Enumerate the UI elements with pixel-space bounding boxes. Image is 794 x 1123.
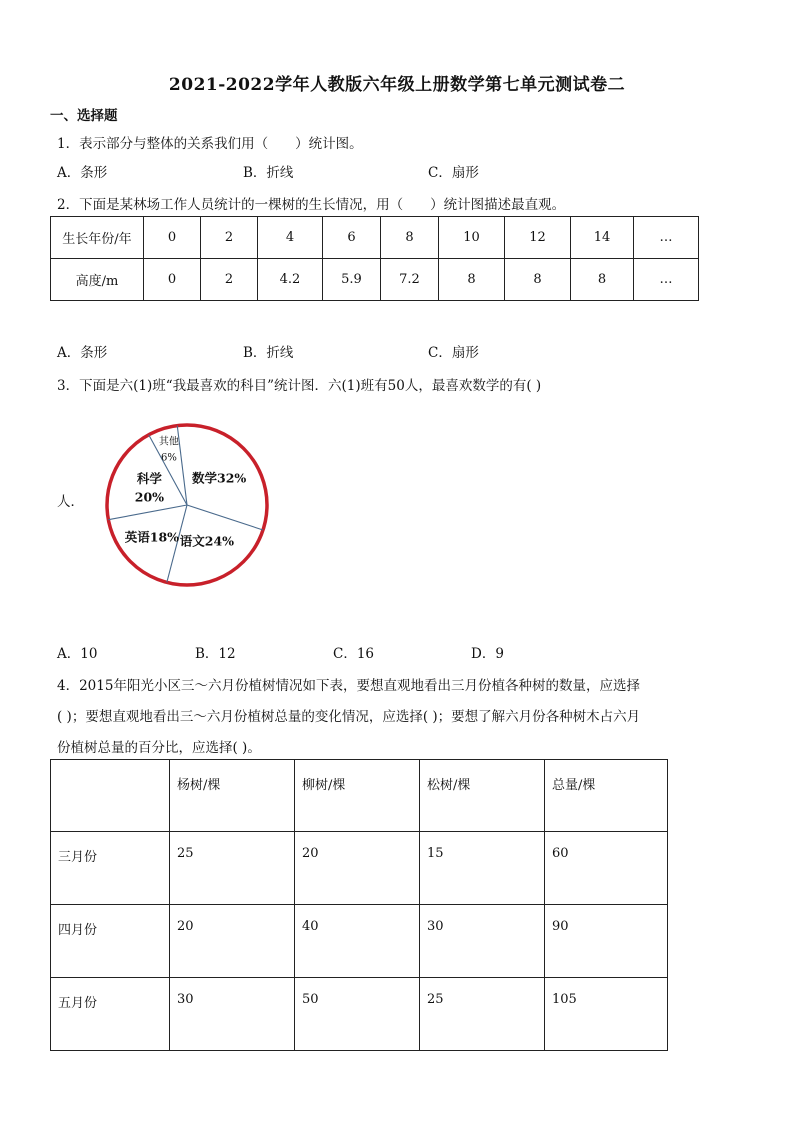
q2-option-a[interactable]: A．条形 xyxy=(57,345,108,361)
table-cell: 14 xyxy=(571,217,634,259)
table-cell: 6 xyxy=(323,217,381,259)
question-3-text: 3．下面是六(1)班“我最喜欢的科目”统计图．六(1)班有50人，最喜欢数学的有( ) xyxy=(57,378,542,394)
table-cell: 20 xyxy=(170,905,295,978)
pie-label-语文: 语文24% xyxy=(179,533,235,549)
table-cell: 8 xyxy=(439,259,505,301)
table-cell: 2 xyxy=(201,217,258,259)
tree-growth-table xyxy=(50,216,699,301)
table-row xyxy=(51,978,668,1051)
pie-label-数学: 数学32% xyxy=(192,470,247,486)
q3-option-c[interactable]: C．16 xyxy=(333,646,375,662)
table-cell: 7.2 xyxy=(381,259,439,301)
question-1-text: 1．表示部分与整体的关系我们用（ ）统计图。 xyxy=(57,136,363,152)
q2-option-b[interactable]: B．折线 xyxy=(243,345,294,361)
table-cell: 生长年份/年 xyxy=(51,217,144,259)
table-cell: 90 xyxy=(545,905,668,978)
table-cell: 20 xyxy=(295,832,420,905)
pie-label-其他: 其他 6% xyxy=(158,436,179,464)
table-cell: 40 xyxy=(295,905,420,978)
question-4-line-3: 份植树总量的百分比，应选择( )。 xyxy=(57,740,261,756)
table-cell: 60 xyxy=(545,832,668,905)
table-cell: 25 xyxy=(420,978,545,1051)
table-row xyxy=(51,905,668,978)
pie-label-英语: 英语18% xyxy=(124,529,180,545)
section-heading: 一、选择题 xyxy=(50,108,118,124)
tree-planting-table xyxy=(50,759,668,1051)
q3-option-b[interactable]: B．12 xyxy=(195,646,236,662)
q1-option-a[interactable]: A．条形 xyxy=(57,165,108,181)
table-cell: 三月份 xyxy=(51,832,170,905)
page-title: 2021-2022学年人教版六年级上册数学第七单元测试卷二 xyxy=(168,75,626,95)
q1-option-c[interactable]: C．扇形 xyxy=(428,165,479,181)
table-cell: 30 xyxy=(420,905,545,978)
pie-label-科学: 科学 20% xyxy=(134,471,165,505)
table-cell: 0 xyxy=(144,259,201,301)
table-cell: 柳树/棵 xyxy=(295,760,420,832)
table-cell xyxy=(51,760,170,832)
pie-svg xyxy=(100,415,285,595)
table-cell: 4 xyxy=(258,217,323,259)
table-cell: 松树/棵 xyxy=(420,760,545,832)
table-cell: 0 xyxy=(144,217,201,259)
question-4-line-1: 4．2015年阳光小区三～六月份植树情况如下表，要想直观地看出三月份植各种树的数量，应选择 xyxy=(57,678,640,694)
table-cell: 8 xyxy=(505,259,571,301)
table-cell: 8 xyxy=(571,259,634,301)
question-3-suffix: 人． xyxy=(57,494,84,510)
table-cell: 50 xyxy=(295,978,420,1051)
table-cell: 2 xyxy=(201,259,258,301)
table-cell: 10 xyxy=(439,217,505,259)
table-cell: 25 xyxy=(170,832,295,905)
table-cell: 12 xyxy=(505,217,571,259)
table-row xyxy=(51,217,699,259)
table-cell: 杨树/棵 xyxy=(170,760,295,832)
table-cell: 四月份 xyxy=(51,905,170,978)
table-cell: 15 xyxy=(420,832,545,905)
table-cell: 8 xyxy=(381,217,439,259)
subject-pie-chart xyxy=(100,415,285,595)
table-row xyxy=(51,760,668,832)
q3-option-a[interactable]: A．10 xyxy=(57,646,98,662)
question-2-text: 2．下面是某林场工作人员统计的一棵树的生长情况，用（ ）统计图描述最直观。 xyxy=(57,197,566,213)
table-cell: 4.2 xyxy=(258,259,323,301)
q1-option-b[interactable]: B．折线 xyxy=(243,165,294,181)
table-cell: 高度/m xyxy=(51,259,144,301)
table-cell: 105 xyxy=(545,978,668,1051)
table-cell: 5.9 xyxy=(323,259,381,301)
q2-option-c[interactable]: C．扇形 xyxy=(428,345,479,361)
table-row xyxy=(51,259,699,301)
table-cell: … xyxy=(634,259,699,301)
table-cell: 五月份 xyxy=(51,978,170,1051)
table-cell: 总量/棵 xyxy=(545,760,668,832)
table-row xyxy=(51,832,668,905)
table-cell: 30 xyxy=(170,978,295,1051)
question-4-line-2: ( )；要想直观地看出三～六月份植树总量的变化情况，应选择( )；要想了解六月份各种树木占六月 xyxy=(57,709,641,725)
table-cell: … xyxy=(634,217,699,259)
q3-option-d[interactable]: D．9 xyxy=(471,646,504,662)
